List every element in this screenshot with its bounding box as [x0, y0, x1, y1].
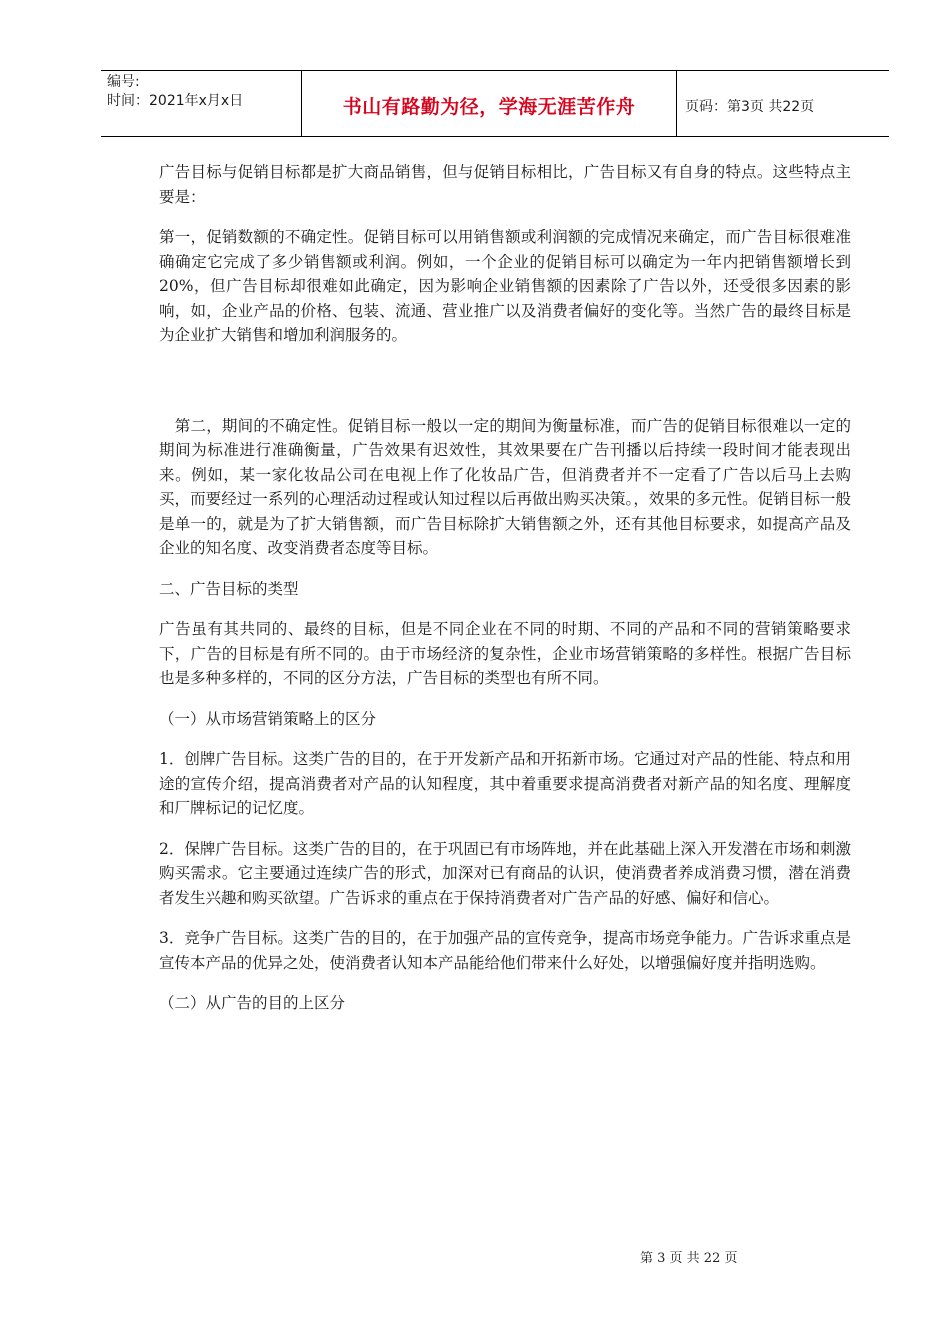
paragraph: 1．创牌广告目标。这类广告的目的，在于开发新产品和开拓新市场。它通过对产品的性能、特点和用途的宣传介绍，提高消费者对产品的认知程度，其中着重要求提高消费者对新产品的知名度、理解度和厂牌标记的记忆度。 [159, 750, 851, 817]
header-motto: 书山有路勤为径，学海无涯苦作舟 [302, 71, 677, 136]
paragraph: 第二，期间的不确定性。促销目标一般以一定的期间为衡量标准，而广告的促销目标很难以一定的期间为标准进行准确衡量，广告效果有迟效性，其效果要在广告刊播以后持续一段时间才能表现出来。例如，某一家化妆品公司在电视上作了化妆品广告，但消费者并不一定看了广告以后马上去购买，而要经过一系列的心理活动过程或认知过程以后再做出购买决策。，效果的多元性。促销目标一般是单一的，就是为了扩大销售额，而广告目标除扩大销售额之外，还有其他目标要求，如提高产品及企业的知名度、改变消费者态度等目标。 [159, 416, 851, 557]
section-heading: 二、广告目标的类型 [159, 579, 299, 598]
header-page-info: 页码：第3页 共22页 [685, 98, 815, 115]
time-label: 时间：2021年x月x日 [107, 93, 244, 109]
subsection-heading: （一）从市场营销策略上的区分 [159, 709, 377, 728]
header-meta [101, 71, 302, 136]
paragraph: 广告目标与促销目标都是扩大商品销售，但与促销目标相比，广告目标又有自身的特点。这些特点主要是： [159, 163, 851, 206]
document-body [159, 160, 851, 1032]
paragraph: 第一，促销数额的不确定性。促销目标可以用销售额或利润额的完成情况来确定，而广告目标很难准确确定它完成了多少销售额或利润。例如，一个企业的促销目标可以确定为一年内把销售额增长到20%，但广告目标却很难如此确定，因为影响企业销售额的因素除了广告以外，还受很多因素的影响，如，企业产品的价格、包装、流通、营业推广以及消费者偏好的变化等。当然广告的最终目标是为企业扩大销售和增加利润服务的。 [159, 228, 851, 344]
paragraph: 2．保牌广告目标。这类广告的目的，在于巩固已有市场阵地，并在此基础上深入开发潜在市场和刺激购买需求。它主要通过连续广告的形式，加深对已有商品的认识，使消费者养成消费习惯，潜在消费者发生兴趣和购买欲望。广告诉求的重点在于保持消费者对广告产品的好感、偏好和信心。 [159, 839, 851, 907]
number-label: 编号: [107, 74, 140, 90]
page-header [101, 70, 889, 137]
paragraph: 广告虽有其共同的、最终的目标，但是不同企业在不同的时期、不同的产品和不同的营销策略要求下，广告的目标是有所不同的。由于市场经济的复杂性，企业市场营销策略的多样性。根据广告目标也是多种多样的，不同的区分方法，广告目标的类型也有所不同。 [159, 620, 851, 687]
subsection-heading: （二）从广告的目的上区分 [159, 994, 346, 1012]
page-footer: 第 3 页 共 22 页 [640, 1251, 738, 1266]
paragraph: 3．竞争广告目标。这类广告的目的，在于加强产品的宣传竞争，提高市场竞争能力。广告诉求重点是宣传本产品的优异之处，使消费者认知本产品能给他们带来什么好处，以增强偏好度并指明选购。 [159, 929, 851, 972]
